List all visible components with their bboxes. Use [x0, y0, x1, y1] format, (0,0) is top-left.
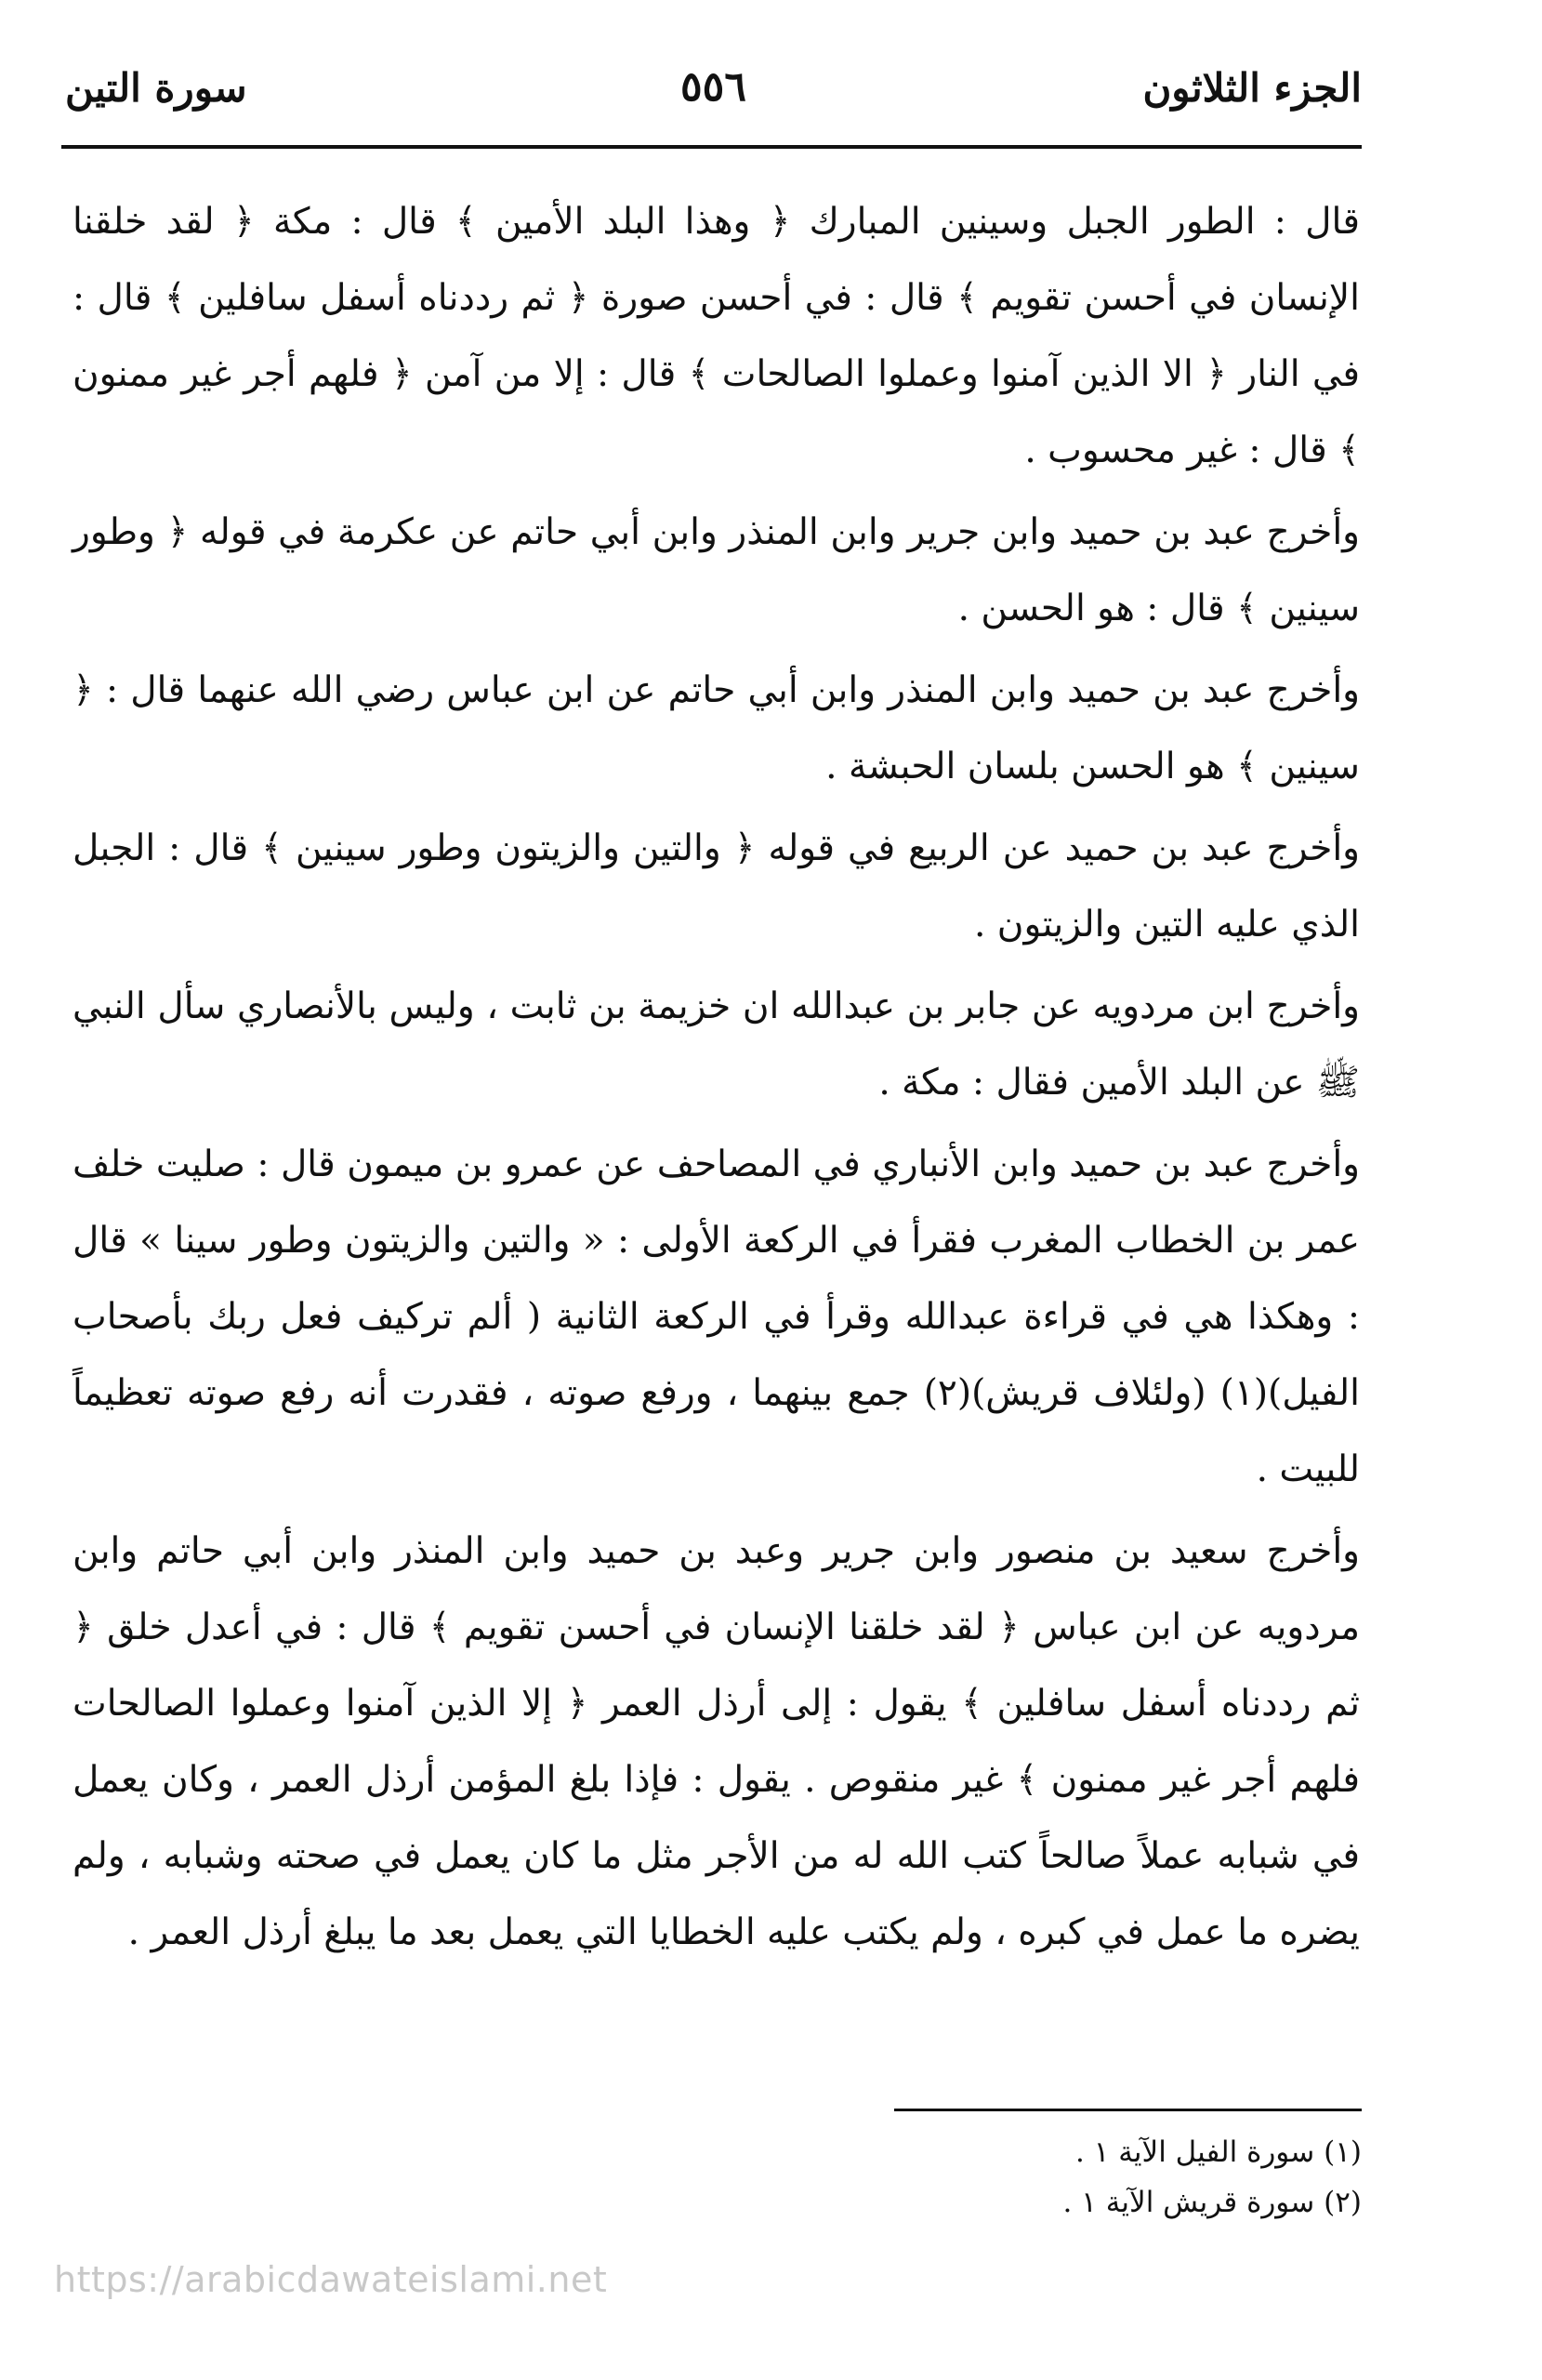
- surah-title: سورة التين: [65, 65, 247, 111]
- paragraph: قال : الطور الجبل وسينين المبارك ﴿ وهذا البلد الأمين ﴾ قال : مكة ﴿ لقد خلقنا الإنسان في أحسن تقويم ﴾ قال : في أحسن صورة ﴿ ثم رددناه أسفل سافلين ﴾ قال : في النار ﴿ الا الذين آمنوا وعملوا الصالحات ﴾ قال : إلا من آمن ﴿ فلهم أجر غير ممنون ﴾ قال : غير محسوب .: [72, 201, 1360, 471]
- paragraph: وأخرج عبد بن حميد وابن جرير وابن المنذر وابن أبي حاتم عن عكرمة في قوله ﴿ وطور سينين ﴾ قال : هو الحسن .: [72, 511, 1360, 629]
- paragraph: وأخرج عبد بن حميد وابن المنذر وابن أبي حاتم عن ابن عباس رضي الله عنهما قال : ﴿ سينين ﴾ هو الحسن بلسان الحبشة .: [72, 669, 1360, 787]
- juz-title: الجزء الثلاثون: [1142, 65, 1362, 111]
- main-text: [72, 184, 1360, 1971]
- header-divider: [61, 145, 1362, 149]
- page-header: [65, 58, 1362, 141]
- paragraph: وأخرج ابن مردويه عن جابر بن عبدالله ان خزيمة بن ثابت ، وليس بالأنصاري سأل النبي ﷺ عن البلد الأمين فقال : مكة .: [72, 985, 1360, 1104]
- footnote-divider: [894, 2109, 1362, 2111]
- footnotes: [711, 2127, 1362, 2228]
- paragraph: وأخرج عبد بن حميد وابن الأنباري في المصاحف عن عمرو بن ميمون قال : صليت خلف عمر بن الخطاب المغرب فقرأ في الركعة الأولى : « والتين والزيتون وطور سينا » قال : وهكذا هي في قراءة عبدالله وقرأ في الركعة الثانية ( ألم تركيف فعل ربك بأصحاب الفيل)(١) (ولئلاف قريش)(٢) جمع بينهما ، ورفع صوته ، فقدرت أنه رفع صوته تعظيماً للبيت .: [72, 1144, 1361, 1490]
- paragraph: وأخرج عبد بن حميد عن الربيع في قوله ﴿ والتين والزيتون وطور سينين ﴾ قال : الجبل الذي عليه التين والزيتون .: [72, 827, 1360, 945]
- footnote: (١) سورة الفيل الآية ١ .: [1075, 2135, 1362, 2169]
- footnote: (٢) سورة قريش الآية ١ .: [1062, 2186, 1362, 2219]
- paragraph: وأخرج سعيد بن منصور وابن جرير وعبد بن حميد وابن المنذر وابن أبي حاتم وابن مردويه عن ابن عباس ﴿ لقد خلقنا الإنسان في أحسن تقويم ﴾ قال : في أعدل خلق ﴿ ثم رددناه أسفل سافلين ﴾ يقول : إلى أرذل العمر ﴿ إلا الذين آمنوا وعملوا الصالحات فلهم أجر غير ممنون ﴾ غير منقوص . يقول : فإذا بلغ المؤمن أرذل العمر ، وكان يعمل في شبابه عملاً صالحاً كتب الله له من الأجر مثل ما كان يعمل في صحته وشبابه ، ولم يضره ما عمل في كبره ، ولم يكتب عليه الخطايا التي يعمل بعد ما يبلغ أرذل العمر .: [72, 1530, 1360, 1953]
- page-number: ٥٥٦: [680, 63, 746, 111]
- watermark: https://arabicdawateislami.net: [54, 2259, 608, 2300]
